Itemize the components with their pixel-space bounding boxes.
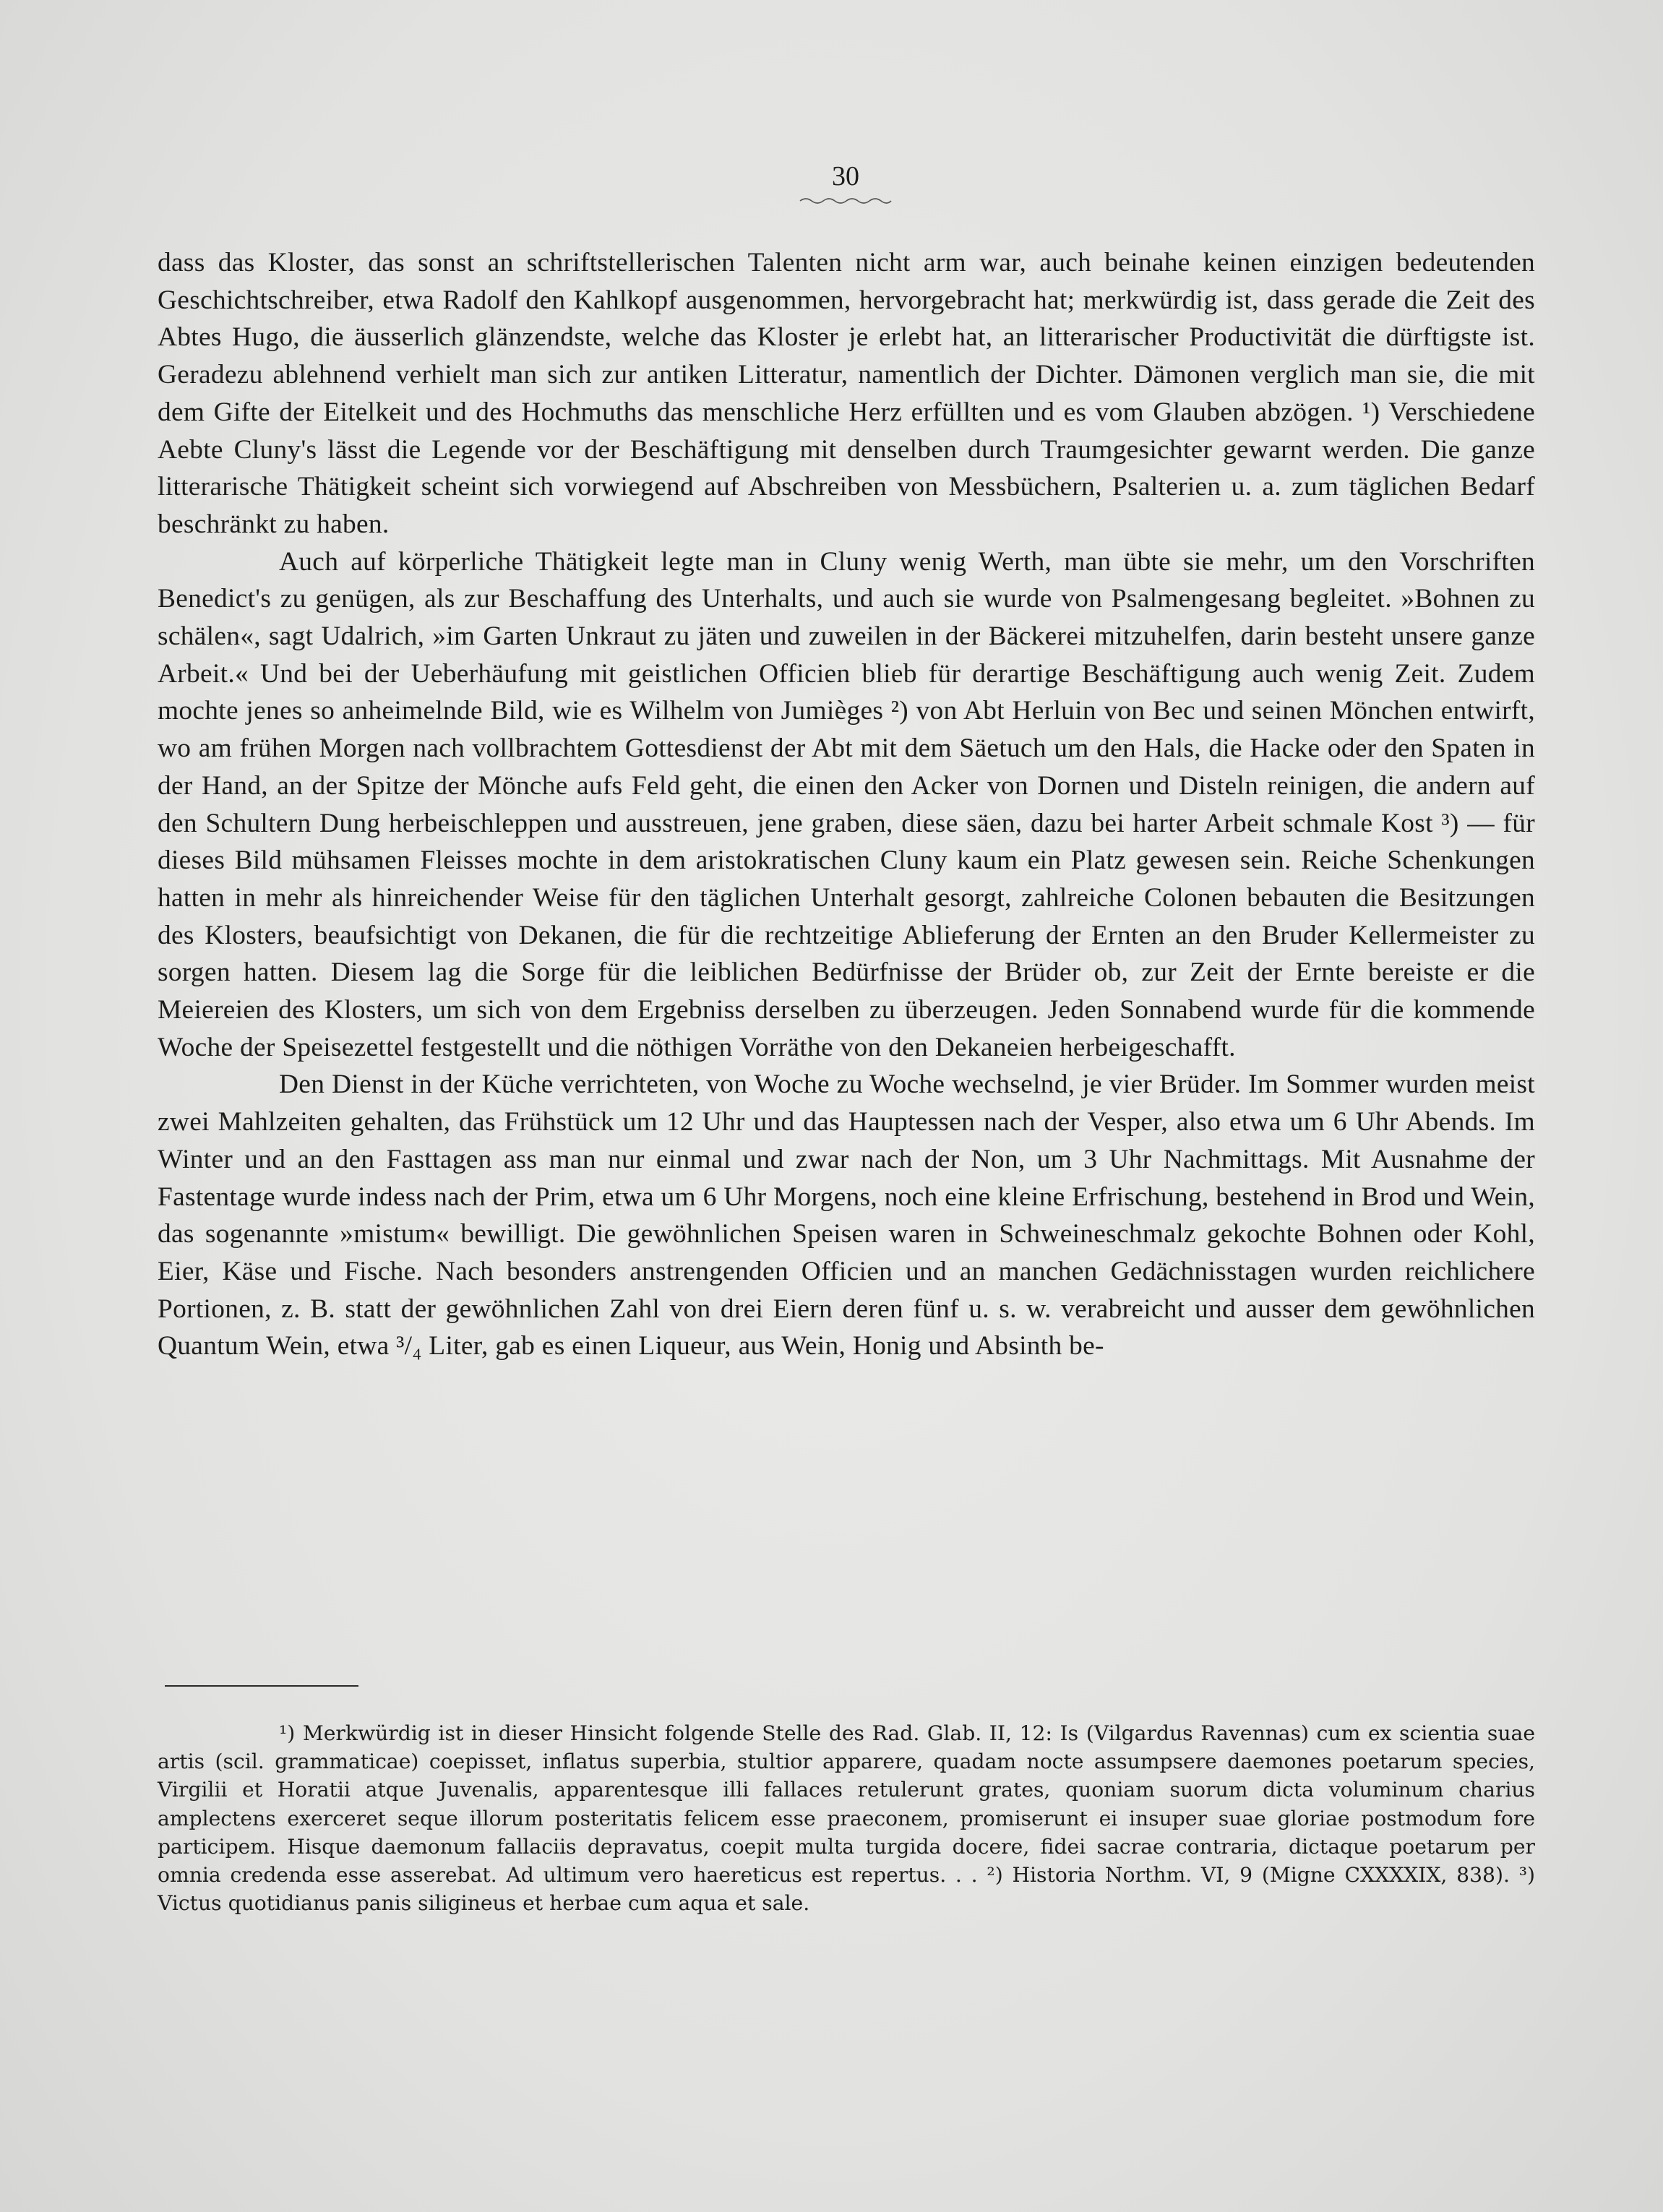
paragraph-3: Den Dienst in der Küche verrichteten, von Woche zu Woche wechselnd, je vier Brüder. Im Sommer wurden meist zwei Mahlzeiten gehalten, das Frühstück um 12 Uhr und das Hauptessen nach der Vesper, also etwa um 6 Uhr Abends. Im Winter und an den Fasttagen ass man nur einmal und zwar nach der Non, um 3 Uhr Nachmittags. Mit Ausnahme der Fastentage wurde indess nach der Prim, etwa um 6 Uhr Morgens, noch eine kleine Erfrischung, bestehend in Brod und Wein, das sogenannte »mistum« bewilligt. Die gewöhnlichen Speisen waren in Schweineschmalz gekochte Bohnen oder Kohl, Eier, Käse und Fische. Nach besonders anstrengenden Officien und an manchen Gedächnisstagen wurden reichlichere Portionen, z. B. statt der gewöhnlichen Zahl von drei Eiern deren fünf u. s. w. verabreicht und ausser dem gewöhnlichen Quantum Wein, etwa ³/₄ Liter, gab es einen Liqueur, aus Wein, Honig und Absinth be- — [158, 1070, 1535, 1361]
paragraph-1: dass das Kloster, das sonst an schriftstellerischen Talenten nicht arm war, auch beinahe keinen einzigen bedeutenden Geschichtschreiber, etwa Radolf den Kahlkopf ausgenommen, hervorgebracht hat; merkwürdig ist, dass gerade die Zeit des Abtes Hugo, die äusserlich glänzendste, welche das Kloster je erlebt hat, an litterarischer Productivität die dürftigste ist. Geradezu ablehnend verhielt man sich zur antiken Litteratur, namentlich der Dichter. Dämonen verglich man sie, die mit dem Gifte der Eitelkeit und des Hochmuths das menschliche Herz erfüllten und es vom Glauben abzögen. ¹) Verschiedene Aebte Cluny's lässt die Legende vor der Beschäftigung mit denselben durch Traumgesichter gewarnt werden. Die ganze litterarische Thätigkeit scheint sich vorwiegend auf Abschreiben von Messbüchern, Psalterien u. a. zum täglichen Bedarf beschränkt zu haben. — [158, 248, 1535, 539]
page-number-flourish — [799, 195, 893, 207]
page-number: 30 — [832, 161, 859, 191]
footnotes — [158, 1719, 1535, 1917]
body-text — [158, 244, 1535, 1365]
footnote-text: ¹) Merkwürdig ist in dieser Hinsicht folgende Stelle des Rad. Glab. II, 12: Is (Vilgardus Ravennas) cum ex scientia suae artis (scil. grammaticae) coepisset, inflatus superbia, stultior apparere, quadam nocte assumpsere daemones poetarum species, Virgilii et Horatii atque Juvenalis, apparentesque illi fallaces retulerunt grates, quoniam suorum dicta voluminum charius amplectens exerceret seque illorum posteritatis felicem esse praeconem, promiserunt ei insuper suae gloriae postmodum fore participem. Hisque daemonum fallaciis depravatus, coepit multa turgida docere, fidei sacrae contraria, dictaque poetarum per omnia credenda esse asserebat. Ad ultimum vero haereticus est repertus. . . ²) Historia Northm. VI, 9 (Migne CXXXXIX, 838). ³) Victus quotidianus panis siligineus et herbae cum aqua et sale. — [158, 1721, 1535, 1916]
footnote-divider — [165, 1685, 358, 1687]
paragraph-2: Auch auf körperliche Thätigkeit legte man in Cluny wenig Werth, man übte sie mehr, um den Vorschriften Benedict's zu genügen, als zur Beschaffung des Unterhalts, und auch sie wurde von Psalmengesang begleitet. »Bohnen zu schälen«, sagt Udalrich, »im Garten Unkraut zu jäten und zuweilen in der Bäckerei mitzuhelfen, darin besteht unsere ganze Arbeit.« Und bei der Ueberhäufung mit geistlichen Officien blieb für derartige Beschäftigung auch wenig Zeit. Zudem mochte jenes so anheimelnde Bild, wie es Wilhelm von Jumièges ²) von Abt Herluin von Bec und seinen Mönchen entwirft, wo am frühen Morgen nach vollbrachtem Gottesdienst der Abt mit dem Säetuch um den Hals, die Hacke oder den Spaten in der Hand, an der Spitze der Mönche aufs Feld geht, die einen den Acker von Dornen und Disteln reinigen, die andern auf den Schultern Dung herbeischleppen und ausstreuen, jene graben, diese säen, dazu bei harter Arbeit schmale Kost ³) — für dieses Bild mühsamen Fleisses mochte in dem aristokratischen Cluny kaum ein Platz gewesen sein. Reiche Schenkungen hatten in mehr als hinreichender Weise für den täglichen Unterhalt gesorgt, zahlreiche Colonen bebauten die Besitzungen des Klosters, beaufsichtigt von Dekanen, die für die rechtzeitige Ablieferung der Ernten an den Bruder Kellermeister zu sorgen hatten. Diesem lag die Sorge für die leiblichen Bedürfnisse der Brüder ob, zur Zeit der Ernte bereiste er die Meiereien des Klosters, um sich von dem Ergebniss derselben zu überzeugen. Jeden Sonnabend wurde für die kommende Woche der Speisezettel festgestellt und die nöthigen Vorräthe von den Dekaneien herbeigeschafft. — [158, 546, 1535, 1062]
